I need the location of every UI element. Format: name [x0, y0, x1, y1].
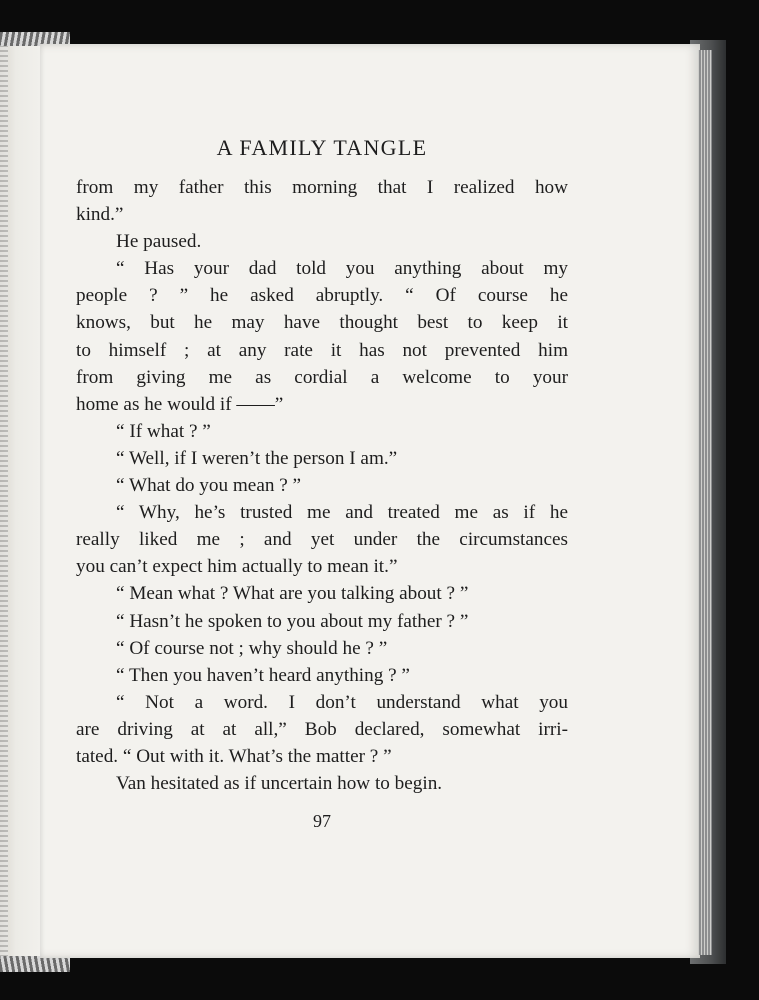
left-page-stack: [0, 40, 8, 960]
text-line: from my father this morning that I realized how: [76, 177, 568, 198]
text-line: “ If what ? ”: [116, 420, 211, 442]
text-line: from giving me as cordial a welcome to your: [76, 366, 568, 388]
paragraph: [76, 608, 568, 635]
text-line: you can’t expect him actually to mean it.”: [76, 556, 398, 578]
paragraph: [76, 499, 568, 580]
paragraph: [76, 770, 568, 797]
text-line: He paused.: [116, 231, 202, 253]
paragraph: [76, 255, 568, 418]
text-line: kind.”: [76, 204, 124, 226]
text-line: “ Has your dad told you anything about my: [116, 258, 568, 280]
text-line: people ? ” he asked abruptly. “ Of course he: [76, 285, 568, 307]
paragraph: [76, 662, 568, 689]
paragraph: [76, 580, 568, 607]
text-line: knows, but he may have thought best to keep it: [76, 312, 568, 334]
page-content: [76, 135, 568, 831]
text-line: tated. “ Out with it. What’s the matter ? ”: [76, 745, 392, 767]
text-line: “ Then you haven’t heard anything ? ”: [116, 664, 410, 686]
text-line: “ What do you mean ? ”: [116, 475, 302, 497]
paragraph: [76, 228, 568, 255]
binding-thread-bottom: [0, 956, 70, 972]
text-line: “ Well, if I weren’t the person I am.”: [116, 447, 398, 469]
paragraph: [76, 418, 568, 445]
running-head: A FAMILY TANGLE: [216, 135, 428, 160]
paragraph: [76, 635, 568, 662]
text-line: really liked me ; and yet under the circumstances: [76, 529, 568, 551]
text-line: are driving at at all,” Bob declared, somewhat irri-: [76, 718, 568, 740]
text-line: “ Mean what ? What are you talking about ? ”: [116, 583, 469, 605]
paragraph: [76, 174, 568, 228]
paragraph: [76, 445, 568, 472]
page-stack-edge: [698, 50, 712, 955]
text-line: home as he would if ——”: [76, 393, 284, 415]
text-line: “ Not a word. I don’t understand what you: [116, 691, 568, 713]
paragraph: [76, 472, 568, 499]
page-number: 97: [313, 811, 331, 831]
text-line: Van hesitated as if uncertain how to begin.: [116, 773, 443, 795]
text-line: “ Why, he’s trusted me and treated me as if he: [116, 502, 568, 524]
text-line: to himself ; at any rate it has not prevented him: [76, 339, 568, 361]
text-line: “ Of course not ; why should he ? ”: [116, 637, 388, 659]
paragraph: [76, 689, 568, 770]
text-line: “ Hasn’t he spoken to you about my father ? ”: [116, 610, 469, 632]
